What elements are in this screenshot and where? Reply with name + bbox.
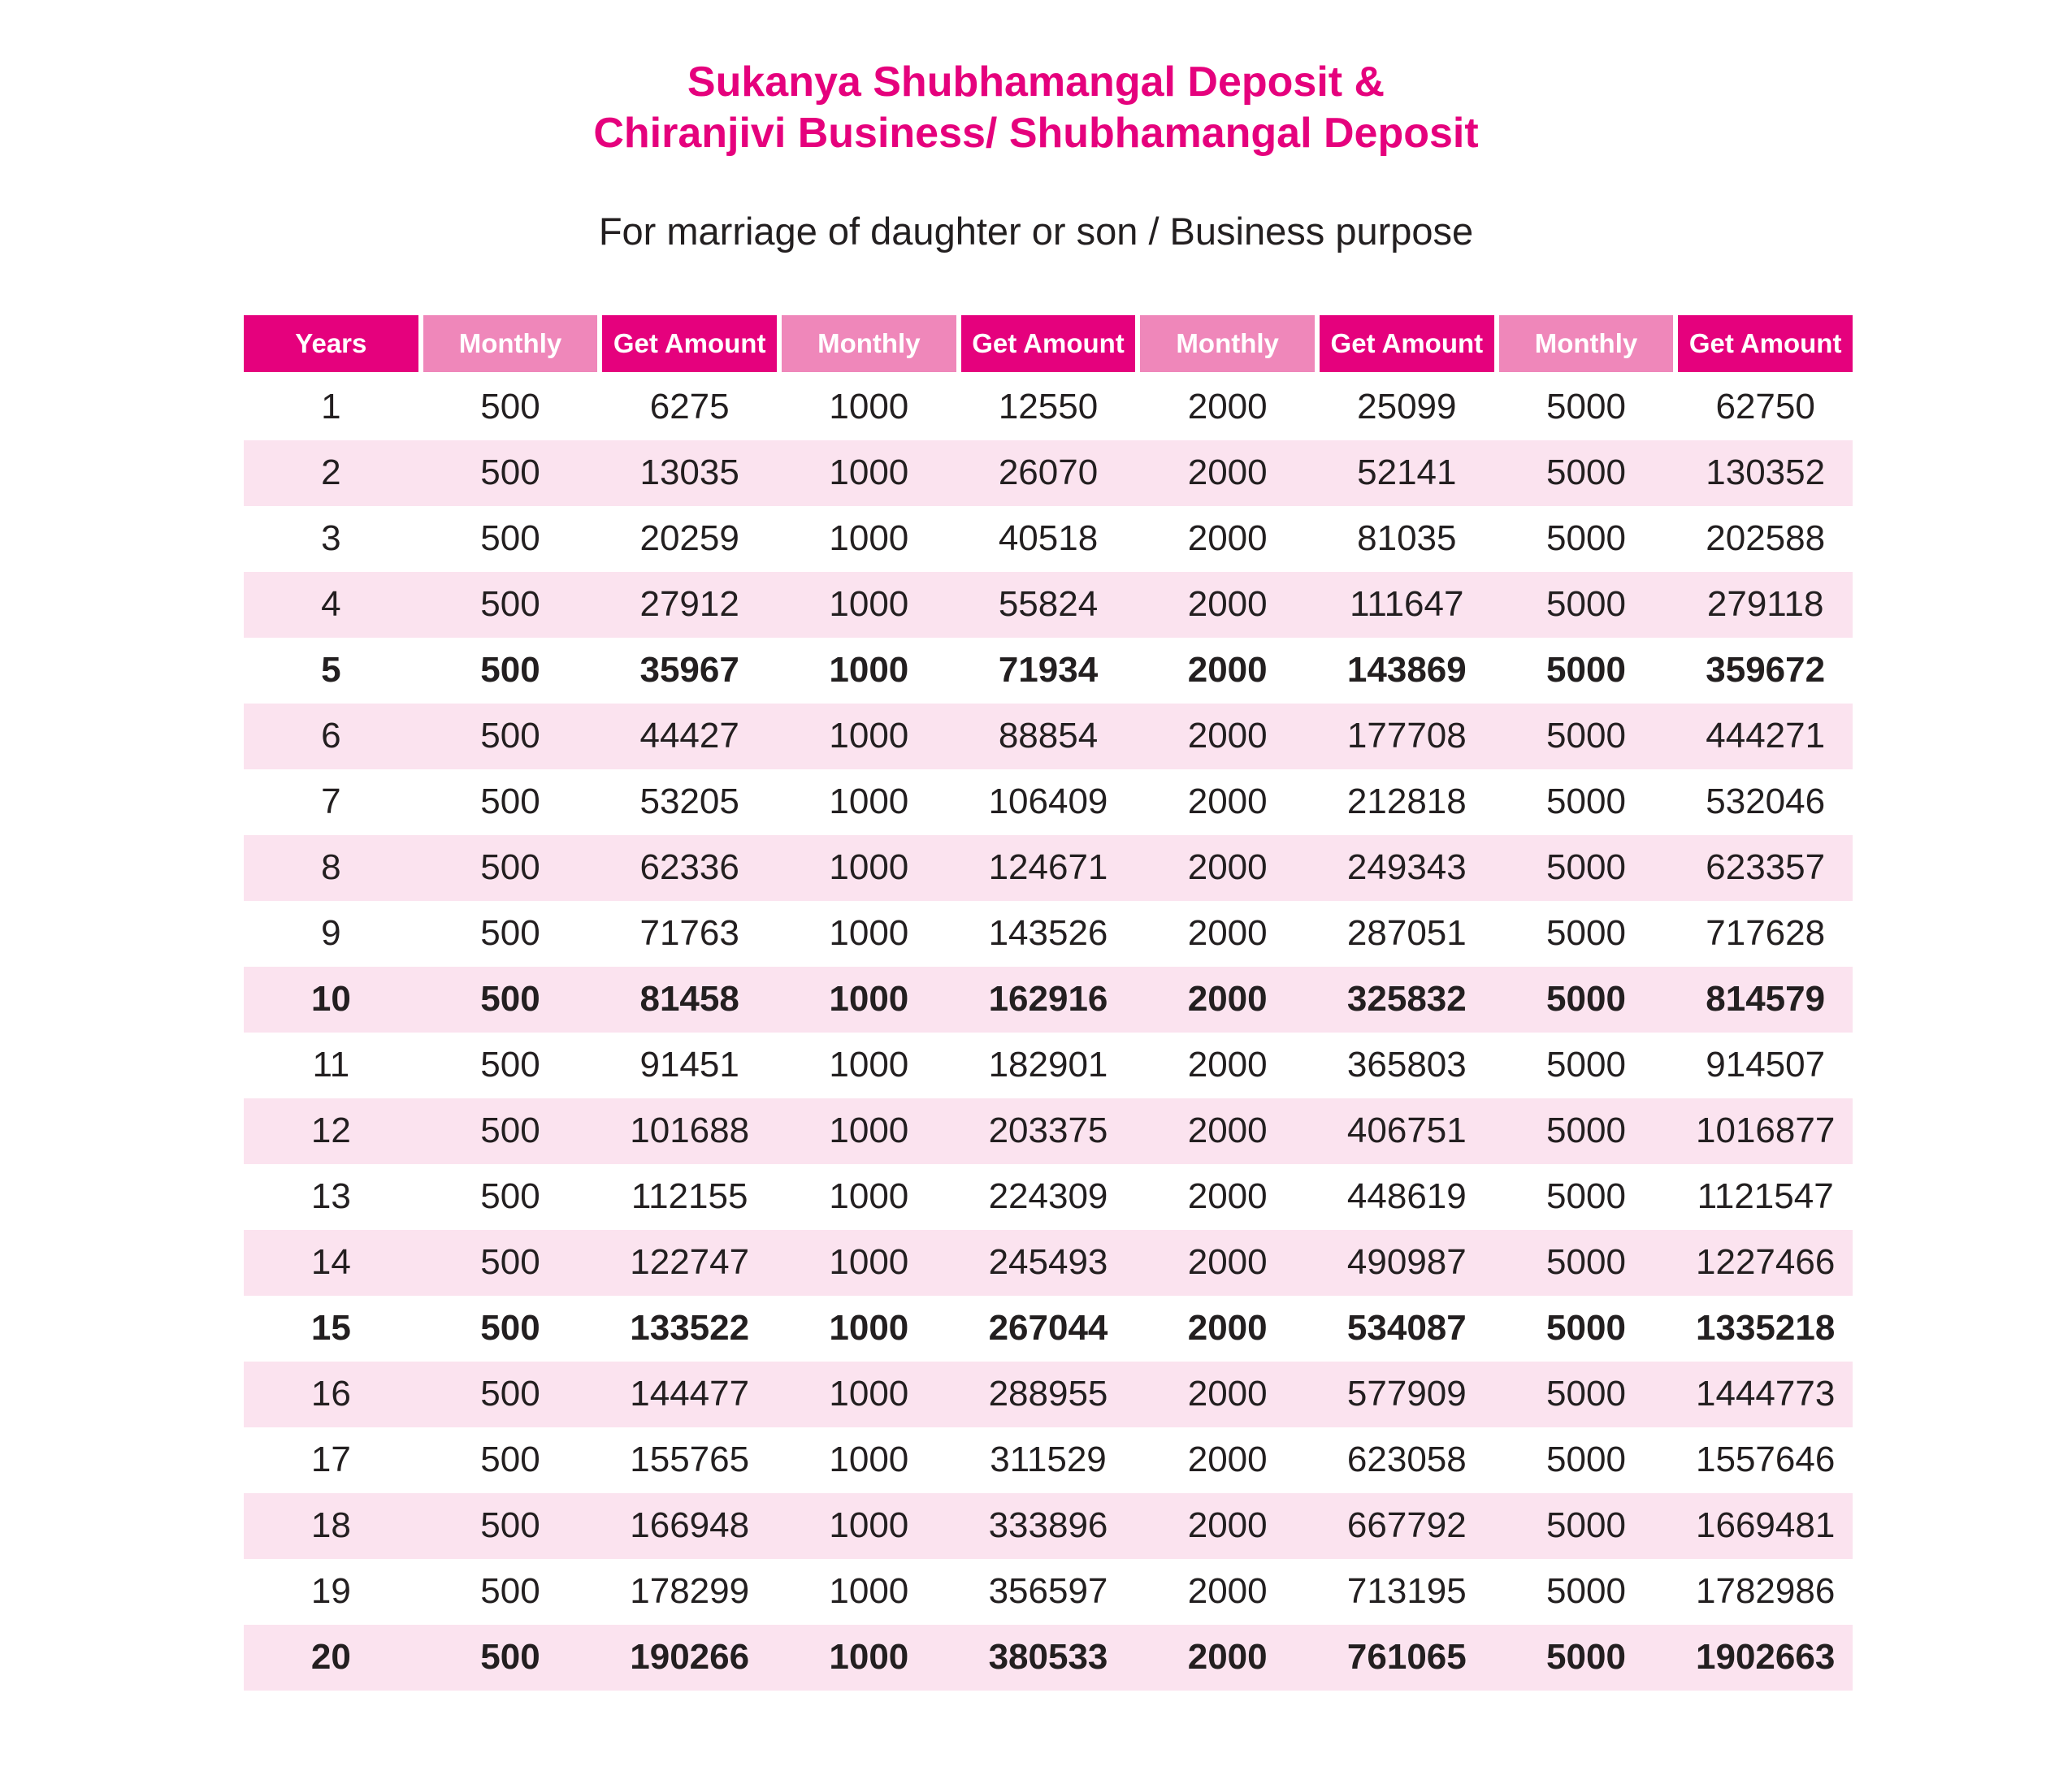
table-cell: 71934 (998, 650, 1099, 691)
table-row (244, 1098, 1853, 1164)
table-cell: 2000 (1187, 979, 1268, 1020)
table-cell: 245493 (988, 1242, 1108, 1283)
table-row (244, 572, 1853, 638)
table-cell: 182901 (988, 1045, 1108, 1085)
table-cell: 88854 (998, 716, 1099, 756)
table-cell: 500 (480, 1242, 540, 1283)
table-cell: 1016877 (1696, 1111, 1836, 1151)
table-cell: 717628 (1706, 913, 1826, 954)
table-cell: 178299 (630, 1571, 750, 1612)
table-cell: 20259 (639, 518, 739, 559)
table-cell: 5000 (1546, 1176, 1626, 1217)
table-cell: 1000 (829, 1440, 909, 1480)
table-cell: 2000 (1187, 584, 1268, 625)
table-cell: 2 (321, 452, 341, 493)
column-header: Years (244, 315, 418, 372)
table-cell: 212818 (1346, 782, 1467, 822)
table-row (244, 375, 1853, 440)
table-cell: 1227466 (1696, 1242, 1836, 1283)
table-cell: 311529 (990, 1440, 1107, 1480)
table-cell: 26070 (998, 452, 1099, 493)
table-cell: 1121547 (1697, 1176, 1834, 1217)
column-header: Monthly (1499, 315, 1674, 372)
table-cell: 12550 (998, 387, 1099, 427)
table-cell: 448619 (1346, 1176, 1467, 1217)
table-cell: 1000 (829, 1374, 909, 1414)
table-cell: 1557646 (1696, 1440, 1836, 1480)
page-subtitle: For marriage of daughter or son / Business purpose (598, 209, 1474, 253)
table-cell: 500 (480, 1111, 540, 1151)
table-row (244, 704, 1853, 769)
table-cell: 52141 (1357, 452, 1457, 493)
table-cell: 190266 (630, 1637, 750, 1678)
table-row (244, 1164, 1853, 1230)
table-cell: 13 (310, 1176, 351, 1217)
table-cell: 12 (310, 1111, 351, 1151)
table-cell: 17 (310, 1440, 351, 1480)
table-cell: 500 (480, 913, 540, 954)
table-cell: 532046 (1706, 782, 1826, 822)
table-row (244, 638, 1853, 704)
table-cell: 81458 (639, 979, 739, 1020)
table-cell: 1 (321, 387, 341, 427)
table-cell: 5000 (1546, 1374, 1626, 1414)
table-cell: 356597 (988, 1571, 1108, 1612)
table-cell: 2000 (1187, 847, 1268, 888)
table-cell: 406751 (1346, 1111, 1467, 1151)
table-cell: 500 (480, 650, 540, 691)
table-cell: 500 (480, 1308, 540, 1349)
table-cell: 2000 (1187, 452, 1268, 493)
table-cell: 2000 (1187, 1505, 1268, 1546)
table-cell: 500 (480, 1505, 540, 1546)
table-cell: 71763 (639, 913, 739, 954)
table-cell: 1000 (829, 584, 909, 625)
table-cell: 35967 (639, 650, 739, 691)
table-cell: 8 (321, 847, 341, 888)
table-cell: 2000 (1187, 1242, 1268, 1283)
table-cell: 40518 (998, 518, 1099, 559)
table-row (244, 506, 1853, 572)
table-cell: 5 (321, 650, 341, 691)
table-cell: 288955 (988, 1374, 1108, 1414)
table-cell: 500 (480, 1637, 540, 1678)
table-cell: 5000 (1546, 782, 1626, 822)
table-row (244, 1493, 1853, 1559)
table-cell: 143869 (1346, 650, 1467, 691)
table-cell: 500 (480, 847, 540, 888)
table-cell: 162916 (988, 979, 1108, 1020)
table-cell: 81035 (1357, 518, 1457, 559)
page-title-line-2: Chiranjivi Business/ Shubhamangal Deposit (593, 110, 1479, 158)
table-cell: 6275 (649, 387, 730, 427)
table-cell: 2000 (1187, 1374, 1268, 1414)
table-cell: 177708 (1346, 716, 1467, 756)
table-cell: 1782986 (1696, 1571, 1836, 1612)
table-cell: 5000 (1546, 716, 1626, 756)
table-cell: 62336 (639, 847, 739, 888)
table-cell: 623058 (1346, 1440, 1467, 1480)
table-cell: 5000 (1546, 387, 1626, 427)
table-cell: 1000 (829, 1176, 909, 1217)
table-cell: 333896 (988, 1505, 1108, 1546)
table-cell: 16 (310, 1374, 351, 1414)
table-cell: 130352 (1706, 452, 1826, 493)
table-cell: 133522 (630, 1308, 750, 1349)
page-title-line-1: Sukanya Shubhamangal Deposit & (687, 58, 1385, 106)
table-cell: 500 (480, 387, 540, 427)
table-cell: 1000 (829, 387, 909, 427)
table-row (244, 1625, 1853, 1691)
table-cell: 500 (480, 1571, 540, 1612)
table-cell: 25099 (1357, 387, 1457, 427)
table-cell: 5000 (1546, 1242, 1626, 1283)
table-cell: 224309 (988, 1176, 1108, 1217)
table-cell: 144477 (630, 1374, 750, 1414)
table-cell: 500 (480, 584, 540, 625)
table-cell: 14 (310, 1242, 351, 1283)
table-cell: 500 (480, 1440, 540, 1480)
table-cell: 62750 (1715, 387, 1815, 427)
column-header: Get Amount (602, 315, 777, 372)
table-cell: 2000 (1187, 1637, 1268, 1678)
table-cell: 5000 (1546, 1440, 1626, 1480)
table-cell: 359672 (1706, 650, 1826, 691)
table-cell: 1000 (829, 1505, 909, 1546)
table-cell: 2000 (1187, 1176, 1268, 1217)
table-row (244, 1427, 1853, 1493)
table-cell: 5000 (1546, 847, 1626, 888)
table-row (244, 440, 1853, 506)
table-cell: 500 (480, 1045, 540, 1085)
table-cell: 1000 (829, 847, 909, 888)
table-cell: 500 (480, 782, 540, 822)
table-cell: 2000 (1187, 1571, 1268, 1612)
table-cell: 5000 (1546, 650, 1626, 691)
column-header: Monthly (782, 315, 956, 372)
table-cell: 1000 (829, 1571, 909, 1612)
table-cell: 5000 (1546, 452, 1626, 493)
table-cell: 713195 (1346, 1571, 1467, 1612)
table-cell: 2000 (1187, 1308, 1268, 1349)
table-cell: 2000 (1187, 1440, 1268, 1480)
table-cell: 6 (321, 716, 341, 756)
table-row (244, 1230, 1853, 1296)
table-row (244, 835, 1853, 901)
table-cell: 143526 (988, 913, 1108, 954)
table-cell: 1000 (829, 1308, 909, 1349)
table-cell: 55824 (998, 584, 1099, 625)
table-cell: 112155 (631, 1176, 748, 1217)
table-cell: 5000 (1546, 1637, 1626, 1678)
table-cell: 249343 (1346, 847, 1467, 888)
table-cell: 2000 (1187, 518, 1268, 559)
table-cell: 122747 (630, 1242, 750, 1283)
table-cell: 577909 (1346, 1374, 1467, 1414)
page-title (0, 0, 2072, 160)
column-header: Get Amount (1320, 315, 1494, 372)
table-cell: 914507 (1706, 1045, 1826, 1085)
deposit-table (244, 315, 1853, 1691)
table-cell: 761065 (1346, 1637, 1467, 1678)
table-cell: 5000 (1546, 1308, 1626, 1349)
column-header: Get Amount (1678, 315, 1853, 372)
table-cell: 101688 (630, 1111, 750, 1151)
table-cell: 1000 (829, 1111, 909, 1151)
table-cell: 15 (310, 1308, 351, 1349)
table-cell: 124671 (988, 847, 1108, 888)
table-row (244, 1296, 1853, 1362)
table-cell: 10 (310, 979, 351, 1020)
table-cell: 19 (310, 1571, 351, 1612)
table-cell: 534087 (1346, 1308, 1467, 1349)
table-cell: 2000 (1187, 1111, 1268, 1151)
table-cell: 814579 (1706, 979, 1826, 1020)
table-cell: 106409 (988, 782, 1108, 822)
table-cell: 1000 (829, 518, 909, 559)
table-cell: 1000 (829, 650, 909, 691)
table-cell: 5000 (1546, 1111, 1626, 1151)
table-cell: 91451 (639, 1045, 739, 1085)
table-cell: 53205 (639, 782, 739, 822)
table-body (244, 375, 1853, 1691)
table-row (244, 769, 1853, 835)
table-cell: 500 (480, 452, 540, 493)
table-cell: 5000 (1546, 1505, 1626, 1546)
table-cell: 500 (480, 979, 540, 1020)
table-cell: 500 (480, 1176, 540, 1217)
table-cell: 27912 (639, 584, 739, 625)
table-cell: 444271 (1706, 716, 1826, 756)
table-cell: 490987 (1346, 1242, 1467, 1283)
table-cell: 5000 (1546, 979, 1626, 1020)
table-cell: 2000 (1187, 782, 1268, 822)
column-header: Get Amount (961, 315, 1136, 372)
table-cell: 5000 (1546, 584, 1626, 625)
table-cell: 500 (480, 518, 540, 559)
table-cell: 202588 (1706, 518, 1826, 559)
table-cell: 4 (321, 584, 341, 625)
table-cell: 5000 (1546, 1571, 1626, 1612)
table-cell: 2000 (1187, 716, 1268, 756)
table-cell: 44427 (639, 716, 739, 756)
table-cell: 623357 (1706, 847, 1826, 888)
table-cell: 1000 (829, 782, 909, 822)
table-cell: 267044 (988, 1308, 1108, 1349)
table-cell: 1000 (829, 1242, 909, 1283)
table-cell: 5000 (1546, 1045, 1626, 1085)
table-cell: 11 (312, 1045, 350, 1085)
column-header: Monthly (423, 315, 598, 372)
table-cell: 1000 (829, 1637, 909, 1678)
table-cell: 667792 (1346, 1505, 1467, 1546)
table-cell: 13035 (639, 452, 739, 493)
table-cell: 500 (480, 1374, 540, 1414)
table-cell: 325832 (1346, 979, 1467, 1020)
table-row (244, 1559, 1853, 1625)
table-cell: 111647 (1350, 584, 1464, 625)
table-cell: 279118 (1706, 584, 1824, 625)
table-cell: 365803 (1346, 1045, 1467, 1085)
column-header: Monthly (1140, 315, 1315, 372)
table-cell: 500 (480, 716, 540, 756)
table-cell: 5000 (1546, 518, 1626, 559)
table-cell: 1000 (829, 452, 909, 493)
table-cell: 7 (321, 782, 341, 822)
table-cell: 2000 (1187, 913, 1268, 954)
table-cell: 155765 (630, 1440, 750, 1480)
table-row (244, 1362, 1853, 1427)
table-cell: 166948 (630, 1505, 750, 1546)
table-cell: 1000 (829, 913, 909, 954)
table-row (244, 1033, 1853, 1098)
table-cell: 1335218 (1696, 1308, 1836, 1349)
table-header-row (244, 315, 1853, 372)
table-cell: 20 (310, 1637, 351, 1678)
table-cell: 1902663 (1696, 1637, 1836, 1678)
table-row (244, 901, 1853, 967)
table-row (244, 967, 1853, 1033)
table-cell: 18 (310, 1505, 351, 1546)
table-cell: 203375 (988, 1111, 1108, 1151)
table-cell: 1444773 (1696, 1374, 1836, 1414)
table-cell: 5000 (1546, 913, 1626, 954)
table-cell: 1000 (829, 1045, 909, 1085)
table-cell: 1000 (829, 979, 909, 1020)
table-cell: 1669481 (1696, 1505, 1836, 1546)
table-cell: 9 (321, 913, 341, 954)
table-cell: 2000 (1187, 387, 1268, 427)
table-cell: 2000 (1187, 1045, 1268, 1085)
table-cell: 1000 (829, 716, 909, 756)
table-cell: 2000 (1187, 650, 1268, 691)
table-cell: 3 (321, 518, 341, 559)
table-cell: 380533 (988, 1637, 1108, 1678)
table-cell: 287051 (1346, 913, 1467, 954)
